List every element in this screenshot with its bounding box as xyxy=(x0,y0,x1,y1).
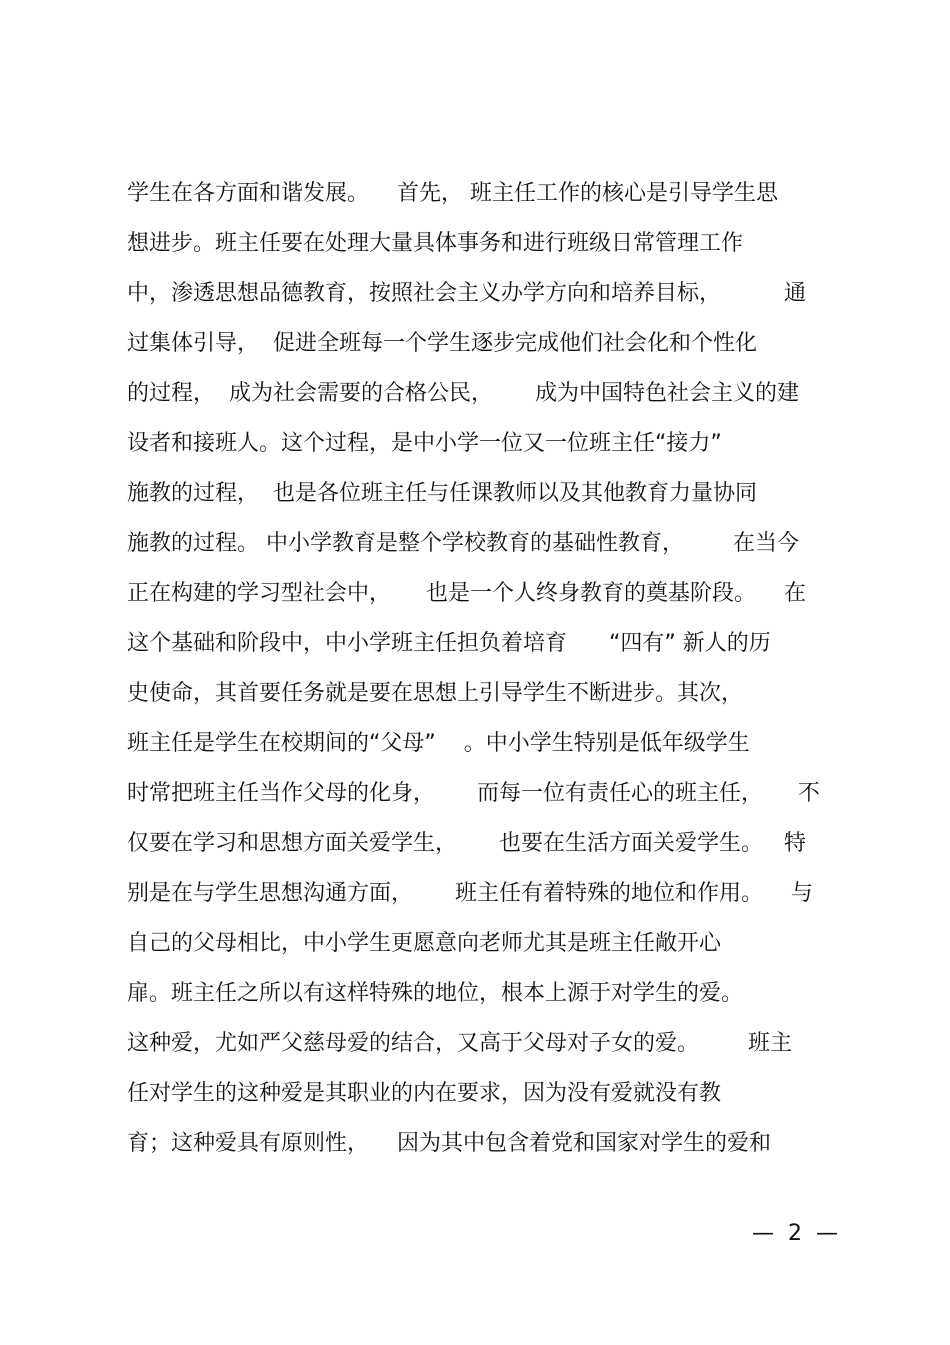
body-text-line: 的过程， 成为社会需要的合格公民， 成为中国特色社会主义的建 xyxy=(127,381,799,406)
body-text-line: 中，渗透思想品德教育，按照社会主义办学方向和培养目标， 通 xyxy=(127,281,806,306)
body-text-line: 任对学生的这种爱是其职业的内在要求，因为没有爱就没有教 xyxy=(127,1081,722,1106)
body-text-line: 班主任是学生在校期间的“父母” 。中小学生特别是低年级学生 xyxy=(127,731,750,756)
body-text-line: 育；这种爱具有原则性， 因为其中包含着党和国家对学生的爱和 xyxy=(127,1131,771,1156)
body-text-line: 施教的过程， 也是各位班主任与任课教师以及其他教育力量协同 xyxy=(127,481,757,506)
body-text-line: 这个基础和阶段中，中小学班主任担负着培育 “四有” 新人的历 xyxy=(127,631,771,656)
body-text-line: 时常把班主任当作父母的化身， 而每一位有责任心的班主任， 不 xyxy=(127,781,820,806)
page-number: — 2 — xyxy=(752,1221,838,1246)
body-text-line: 自己的父母相比，中小学生更愿意向老师尤其是班主任敞开心 xyxy=(127,931,722,956)
body-text-line: 过集体引导， 促进全班每一个学生逐步完成他们社会化和个性化 xyxy=(127,331,757,356)
body-text-line: 正在构建的学习型社会中， 也是一个人终身教育的奠基阶段。 在 xyxy=(127,581,806,606)
body-text-line: 扉。班主任之所以有这样特殊的地位，根本上源于对学生的爱。 xyxy=(127,981,744,1006)
body-text-line: 这种爱，尤如严父慈母爱的结合，又高于父母对子女的爱。 班主 xyxy=(127,1031,792,1056)
body-text-line: 别是在与学生思想沟通方面， 班主任有着特殊的地位和作用。 与 xyxy=(127,881,813,906)
body-text-line: 仅要在学习和思想方面关爱学生， 也要在生活方面关爱学生。 特 xyxy=(127,831,806,856)
body-text-line: 设者和接班人。这个过程，是中小学一位又一位班主任“接力” xyxy=(127,431,722,456)
body-text-line: 史使命，其首要任务就是要在思想上引导学生不断进步。其次， xyxy=(127,681,744,706)
body-text-line: 施教的过程。 中小学教育是整个学校教育的基础性教育， 在当今 xyxy=(127,531,799,556)
body-text-line: 想进步。班主任要在处理大量具体事务和进行班级日常管理工作 xyxy=(127,231,744,256)
body-text-line: 学生在各方面和谐发展。 首先， 班主任工作的核心是引导学生思 xyxy=(127,181,778,206)
